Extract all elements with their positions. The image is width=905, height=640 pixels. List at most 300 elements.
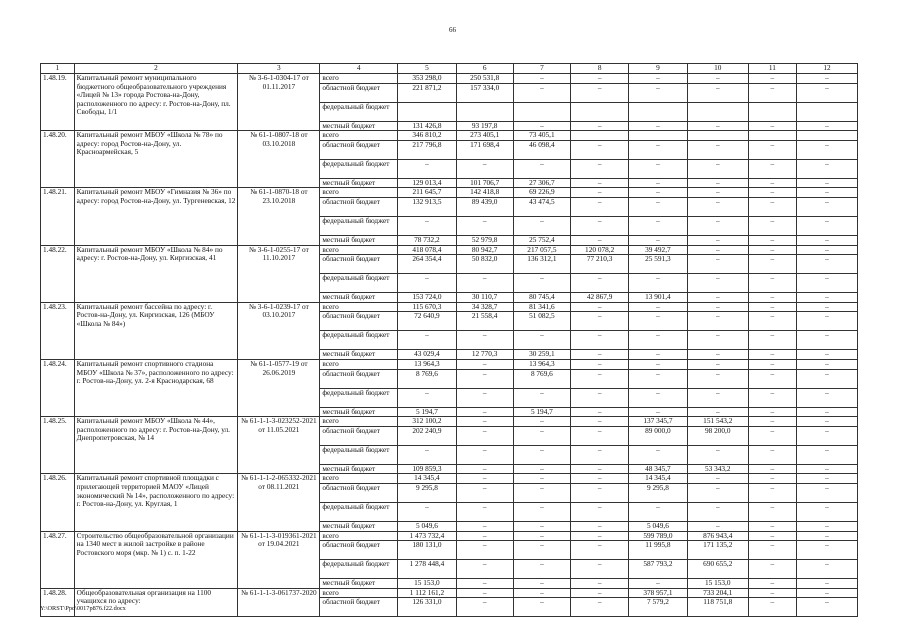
amount-cell: – [398, 216, 457, 235]
amount-cell: 137 345,7 [629, 417, 688, 427]
amount-cell: 48 345,7 [629, 464, 688, 474]
object-name: Капитальный ремонт МБОУ «Школа № 44», расположенного по адресу: г. Ростов-на-Дону, ул. Днепропетровская, № 14 [74, 417, 238, 474]
amount-cell: – [513, 83, 571, 102]
amount-cell: – [571, 312, 629, 331]
amount-cell: – [513, 598, 571, 617]
table-row [41, 131, 858, 141]
amount-cell: 171 135,2 [687, 541, 748, 560]
amount-cell: – [687, 445, 748, 464]
item-number: 1.48.28. [41, 588, 75, 617]
amount-cell: 7 579,2 [629, 598, 688, 617]
amount-cell: – [456, 274, 513, 293]
amount-cell: – [571, 331, 629, 350]
amount-cell: 27 306,7 [513, 178, 571, 188]
amount-cell: 217 057,5 [513, 245, 571, 255]
amount-cell: – [748, 388, 796, 407]
amount-cell: 129 013,4 [398, 178, 457, 188]
amount-cell: – [797, 531, 858, 541]
funding-source: областной бюджет [320, 541, 398, 560]
amount-cell: – [797, 598, 858, 617]
amount-cell: – [571, 216, 629, 235]
amount-cell: – [571, 579, 629, 589]
amount-cell: – [571, 417, 629, 427]
amount-cell: – [513, 417, 571, 427]
amount-cell: 120 078,2 [571, 245, 629, 255]
funding-source: всего [320, 188, 398, 198]
amount-cell: – [797, 74, 858, 84]
funding-source: областной бюджет [320, 197, 398, 216]
amount-cell: 378 957,1 [629, 588, 688, 598]
amount-cell: – [748, 216, 796, 235]
column-header: 9 [629, 64, 688, 74]
table-body [41, 74, 858, 617]
funding-source: областной бюджет [320, 369, 398, 388]
amount-cell: – [687, 188, 748, 198]
amount-cell: – [456, 588, 513, 598]
item-number: 1.48.22. [41, 245, 75, 302]
amount-cell: – [748, 521, 796, 531]
amount-cell: 5 194,7 [513, 407, 571, 417]
amount-cell: – [571, 197, 629, 216]
amount-cell [687, 102, 748, 121]
amount-cell: 69 226,9 [513, 188, 571, 198]
amount-cell: 53 343,2 [687, 464, 748, 474]
registration-number: № 3-6-1-0255-17 от 11.10.2017 [238, 245, 320, 302]
amount-cell: – [687, 235, 748, 245]
amount-cell: – [456, 331, 513, 350]
amount-cell: – [687, 245, 748, 255]
amount-cell: 46 098,4 [513, 140, 571, 159]
amount-cell: 221 871,2 [398, 83, 457, 102]
amount-cell: – [456, 407, 513, 417]
amount-cell: 1 473 732,4 [398, 531, 457, 541]
amount-cell: – [797, 350, 858, 360]
amount-cell: – [797, 159, 858, 178]
amount-cell: – [748, 483, 796, 502]
amount-cell: – [748, 588, 796, 598]
amount-cell: – [687, 407, 748, 417]
amount-cell: 109 859,3 [398, 464, 457, 474]
amount-cell: 250 531,8 [456, 74, 513, 84]
amount-cell: – [629, 312, 688, 331]
amount-cell: – [571, 388, 629, 407]
amount-cell [629, 102, 688, 121]
amount-cell [748, 102, 796, 121]
registration-number: № 61-1-0807-18 от 03.10.2018 [238, 131, 320, 188]
amount-cell: 78 732,2 [398, 235, 457, 245]
amount-cell: – [687, 474, 748, 484]
object-name: Капитальный ремонт МБОУ «Школа № 78» по адресу: город Ростов-на-Дону, ул. Красноармейская, 5 [74, 131, 238, 188]
amount-cell: 346 810,2 [398, 131, 457, 141]
amount-cell: – [456, 474, 513, 484]
amount-cell: – [687, 369, 748, 388]
item-number: 1.48.19. [41, 74, 75, 131]
amount-cell: 8 769,6 [513, 369, 571, 388]
amount-cell: – [629, 83, 688, 102]
amount-cell: 73 405,1 [513, 131, 571, 141]
amount-cell: – [571, 188, 629, 198]
amount-cell: 14 345,4 [398, 474, 457, 484]
registration-number: № 61-1-1-3-061737-2020 [238, 588, 320, 617]
amount-cell: – [513, 474, 571, 484]
table-row [41, 474, 858, 484]
amount-cell: 14 345,4 [629, 474, 688, 484]
amount-cell: – [456, 369, 513, 388]
column-header: 5 [398, 64, 457, 74]
amount-cell: 587 793,2 [629, 560, 688, 579]
funding-source: местный бюджет [320, 293, 398, 303]
amount-cell: – [797, 407, 858, 417]
amount-cell: – [748, 302, 796, 312]
amount-cell: – [797, 541, 858, 560]
amount-cell: – [797, 121, 858, 131]
amount-cell: – [748, 121, 796, 131]
amount-cell: – [629, 388, 688, 407]
amount-cell: – [571, 369, 629, 388]
amount-cell: – [456, 216, 513, 235]
amount-cell: 211 645,7 [398, 188, 457, 198]
amount-cell: 15 153,0 [687, 579, 748, 589]
amount-cell: – [687, 302, 748, 312]
amount-cell: 312 100,2 [398, 417, 457, 427]
amount-cell: 80 942,7 [456, 245, 513, 255]
column-header: 4 [320, 64, 398, 74]
amount-cell: – [513, 445, 571, 464]
amount-cell: – [687, 178, 748, 188]
amount-cell [797, 102, 858, 121]
amount-cell: – [456, 560, 513, 579]
amount-cell: – [748, 312, 796, 331]
amount-cell [797, 131, 858, 141]
amount-cell: – [748, 369, 796, 388]
amount-cell: – [513, 426, 571, 445]
item-number: 1.48.21. [41, 188, 75, 245]
amount-cell: – [629, 197, 688, 216]
amount-cell: – [748, 474, 796, 484]
amount-cell: – [571, 531, 629, 541]
funding-source: всего [320, 417, 398, 427]
funding-source: местный бюджет [320, 464, 398, 474]
amount-cell: – [629, 579, 688, 589]
amount-cell: 89 439,0 [456, 197, 513, 216]
amount-cell: 39 492,7 [629, 245, 688, 255]
amount-cell: – [797, 560, 858, 579]
amount-cell: 43 029,4 [398, 350, 457, 360]
amount-cell: – [629, 359, 688, 369]
amount-cell: – [748, 140, 796, 159]
amount-cell: – [571, 521, 629, 531]
amount-cell: 418 078,4 [398, 245, 457, 255]
amount-cell: – [571, 541, 629, 560]
amount-cell: – [797, 445, 858, 464]
amount-cell: – [398, 502, 457, 521]
column-header: 12 [797, 64, 858, 74]
registration-number: № 61-1-0870-18 от 23.10.2018 [238, 188, 320, 245]
column-header: 6 [456, 64, 513, 74]
amount-cell: – [629, 445, 688, 464]
item-number: 1.48.25. [41, 417, 75, 474]
amount-cell: – [797, 369, 858, 388]
header-row [41, 64, 858, 74]
amount-cell: 733 204,1 [687, 588, 748, 598]
amount-cell: – [513, 502, 571, 521]
amount-cell: – [687, 521, 748, 531]
amount-cell: – [571, 302, 629, 312]
amount-cell [748, 131, 796, 141]
funding-source: федеральный бюджет [320, 388, 398, 407]
amount-cell: – [571, 560, 629, 579]
amount-cell: – [513, 331, 571, 350]
amount-cell: – [398, 388, 457, 407]
funding-source: федеральный бюджет [320, 502, 398, 521]
amount-cell: 136 312,1 [513, 255, 571, 274]
amount-cell: – [687, 388, 748, 407]
column-header: 2 [74, 64, 238, 74]
table-row [41, 245, 858, 255]
amount-cell: – [571, 598, 629, 617]
amount-cell: – [571, 83, 629, 102]
amount-cell: 98 200,0 [687, 426, 748, 445]
amount-cell: – [687, 216, 748, 235]
amount-cell: – [571, 235, 629, 245]
amount-cell: – [687, 293, 748, 303]
amount-cell: 12 770,3 [456, 350, 513, 360]
amount-cell: – [797, 293, 858, 303]
registration-number: № 3-6-1-0239-17 от 03.10.2017 [238, 302, 320, 359]
amount-cell: – [513, 541, 571, 560]
amount-cell: – [513, 74, 571, 84]
amount-cell: – [571, 274, 629, 293]
column-header: 8 [571, 64, 629, 74]
amount-cell: – [513, 483, 571, 502]
amount-cell: – [571, 178, 629, 188]
funding-source: областной бюджет [320, 255, 398, 274]
amount-cell: – [513, 216, 571, 235]
amount-cell: 30 259,1 [513, 350, 571, 360]
table-row [41, 531, 858, 541]
amount-cell [571, 131, 629, 141]
amount-cell: – [629, 331, 688, 350]
amount-cell: – [748, 188, 796, 198]
amount-cell: – [571, 359, 629, 369]
file-path-footer: Y:\ORST\Ppd\0017p876.f22.docx [40, 605, 126, 612]
registration-number: № 61-1-0577-19 от 26.06.2019 [238, 359, 320, 416]
amount-cell: 5 194,7 [398, 407, 457, 417]
amount-cell: 1 112 161,2 [398, 588, 457, 598]
amount-cell: 93 197,8 [456, 121, 513, 131]
amount-cell: – [797, 388, 858, 407]
amount-cell: – [797, 216, 858, 235]
amount-cell: 153 724,0 [398, 293, 457, 303]
amount-cell: – [748, 159, 796, 178]
amount-cell: – [629, 216, 688, 235]
amount-cell: 72 640,9 [398, 312, 457, 331]
amount-cell: – [748, 426, 796, 445]
amount-cell: – [687, 83, 748, 102]
column-header: 7 [513, 64, 571, 74]
amount-cell: 131 426,8 [398, 121, 457, 131]
amount-cell: – [629, 159, 688, 178]
amount-cell: – [513, 159, 571, 178]
item-number: 1.48.27. [41, 531, 75, 588]
amount-cell: – [748, 293, 796, 303]
funding-source: местный бюджет [320, 407, 398, 417]
table-row [41, 188, 858, 198]
amount-cell: – [571, 74, 629, 84]
object-name: Капитальный ремонт МБОУ «Школа № 84» по адресу: г. Ростов-на-Дону, ул. Киргизская, 41 [74, 245, 238, 302]
amount-cell: – [571, 121, 629, 131]
amount-cell: – [513, 588, 571, 598]
amount-cell: – [687, 312, 748, 331]
column-header: 10 [687, 64, 748, 74]
amount-cell: – [748, 350, 796, 360]
amount-cell [456, 102, 513, 121]
funding-source: всего [320, 245, 398, 255]
amount-cell: 51 082,5 [513, 312, 571, 331]
amount-cell: – [571, 483, 629, 502]
amount-cell: – [513, 121, 571, 131]
column-header: 1 [41, 64, 75, 74]
amount-cell: – [456, 531, 513, 541]
amount-cell: – [797, 521, 858, 531]
amount-cell: – [748, 579, 796, 589]
amount-cell: – [571, 474, 629, 484]
funding-source: местный бюджет [320, 121, 398, 131]
amount-cell: – [513, 560, 571, 579]
amount-cell: – [797, 464, 858, 474]
amount-cell: – [687, 255, 748, 274]
page-number: 66 [449, 26, 456, 34]
funding-source: федеральный бюджет [320, 216, 398, 235]
amount-cell: 171 698,4 [456, 140, 513, 159]
amount-cell: 11 995,8 [629, 541, 688, 560]
amount-cell: – [456, 426, 513, 445]
amount-cell: 8 769,6 [398, 369, 457, 388]
amount-cell: 132 913,5 [398, 197, 457, 216]
item-number: 1.48.24. [41, 359, 75, 416]
amount-cell: 13 964,3 [398, 359, 457, 369]
funding-source: местный бюджет [320, 178, 398, 188]
amount-cell: – [571, 426, 629, 445]
amount-cell: – [513, 274, 571, 293]
amount-cell: – [513, 521, 571, 531]
amount-cell: – [513, 531, 571, 541]
amount-cell: 5 049,6 [629, 521, 688, 531]
amount-cell: – [687, 359, 748, 369]
amount-cell: – [629, 274, 688, 293]
amount-cell: 42 867,9 [571, 293, 629, 303]
amount-cell: – [797, 302, 858, 312]
funding-source: федеральный бюджет [320, 159, 398, 178]
amount-cell: – [687, 483, 748, 502]
amount-cell: 9 295,8 [398, 483, 457, 502]
amount-cell: – [571, 159, 629, 178]
amount-cell: – [398, 159, 457, 178]
table-row [41, 359, 858, 369]
amount-cell: – [456, 464, 513, 474]
amount-cell: – [456, 417, 513, 427]
amount-cell: – [748, 359, 796, 369]
amount-cell: – [456, 541, 513, 560]
funding-source: местный бюджет [320, 350, 398, 360]
funding-source: областной бюджет [320, 598, 398, 617]
amount-cell: 876 943,4 [687, 531, 748, 541]
amount-cell: 81 341,6 [513, 302, 571, 312]
amount-cell: – [456, 159, 513, 178]
registration-number: № 61-1-1-2-065332-2021 от 08.11.2021 [238, 474, 320, 531]
amount-cell: 115 670,3 [398, 302, 457, 312]
funding-source: местный бюджет [320, 235, 398, 245]
amount-cell: – [687, 121, 748, 131]
amount-cell: – [748, 541, 796, 560]
table-row [41, 417, 858, 427]
amount-cell: – [456, 521, 513, 531]
amount-cell [398, 102, 457, 121]
amount-cell: 52 979,8 [456, 235, 513, 245]
funding-source: областной бюджет [320, 483, 398, 502]
amount-cell: – [797, 235, 858, 245]
amount-cell: – [687, 350, 748, 360]
amount-cell: – [797, 274, 858, 293]
amount-cell: – [687, 197, 748, 216]
amount-cell: – [797, 255, 858, 274]
amount-cell [629, 131, 688, 141]
amount-cell: – [629, 302, 688, 312]
amount-cell: – [513, 388, 571, 407]
amount-cell: – [748, 417, 796, 427]
funding-source: всего [320, 359, 398, 369]
amount-cell: – [797, 83, 858, 102]
column-header: 3 [238, 64, 320, 74]
funding-source: федеральный бюджет [320, 102, 398, 121]
amount-cell: 273 405,1 [456, 131, 513, 141]
amount-cell: – [748, 83, 796, 102]
amount-cell: 202 240,9 [398, 426, 457, 445]
amount-cell [571, 102, 629, 121]
amount-cell: 80 745,4 [513, 293, 571, 303]
amount-cell [687, 131, 748, 141]
amount-cell: – [571, 588, 629, 598]
amount-cell: – [748, 274, 796, 293]
amount-cell: 1 278 448,4 [398, 560, 457, 579]
object-name: Капитальный ремонт спортивной площадки с прилегающей территорией МАОУ «Лицей экономический № 14», расположенного по адресу: г. Ростов-на-Дону, ул. Круглая, 1 [74, 474, 238, 531]
amount-cell: – [456, 445, 513, 464]
amount-cell: – [748, 235, 796, 245]
amount-cell: 101 706,7 [456, 178, 513, 188]
amount-cell: – [629, 188, 688, 198]
amount-cell: – [797, 588, 858, 598]
amount-cell: – [797, 312, 858, 331]
amount-cell: – [398, 274, 457, 293]
object-name: Капитальный ремонт МБОУ «Гимназия № 36» по адресу: город Ростов-на-Дону, ул. Тургеневская, 12 [74, 188, 238, 245]
funding-source: областной бюджет [320, 426, 398, 445]
amount-cell: – [629, 74, 688, 84]
amount-cell: – [456, 388, 513, 407]
amount-cell: 25 752,4 [513, 235, 571, 245]
amount-cell: – [629, 407, 688, 417]
amount-cell: – [797, 140, 858, 159]
table-row [41, 74, 858, 84]
amount-cell: – [629, 140, 688, 159]
amount-cell: – [797, 483, 858, 502]
amount-cell: 9 295,8 [629, 483, 688, 502]
amount-cell: 43 474,5 [513, 197, 571, 216]
registration-number: № 3-6-1-0304-17 от 01.11.2017 [238, 74, 320, 131]
object-name: Капитальный ремонт муниципального бюджетного общеобразовательного учреждения «Лицей № 13» города Ростова-на-Дону, расположенного по адресу: г. Ростов-на-Дону, пл. Свободы, 1/1 [74, 74, 238, 131]
amount-cell: 690 655,2 [687, 560, 748, 579]
amount-cell: 77 210,3 [571, 255, 629, 274]
amount-cell: – [797, 579, 858, 589]
